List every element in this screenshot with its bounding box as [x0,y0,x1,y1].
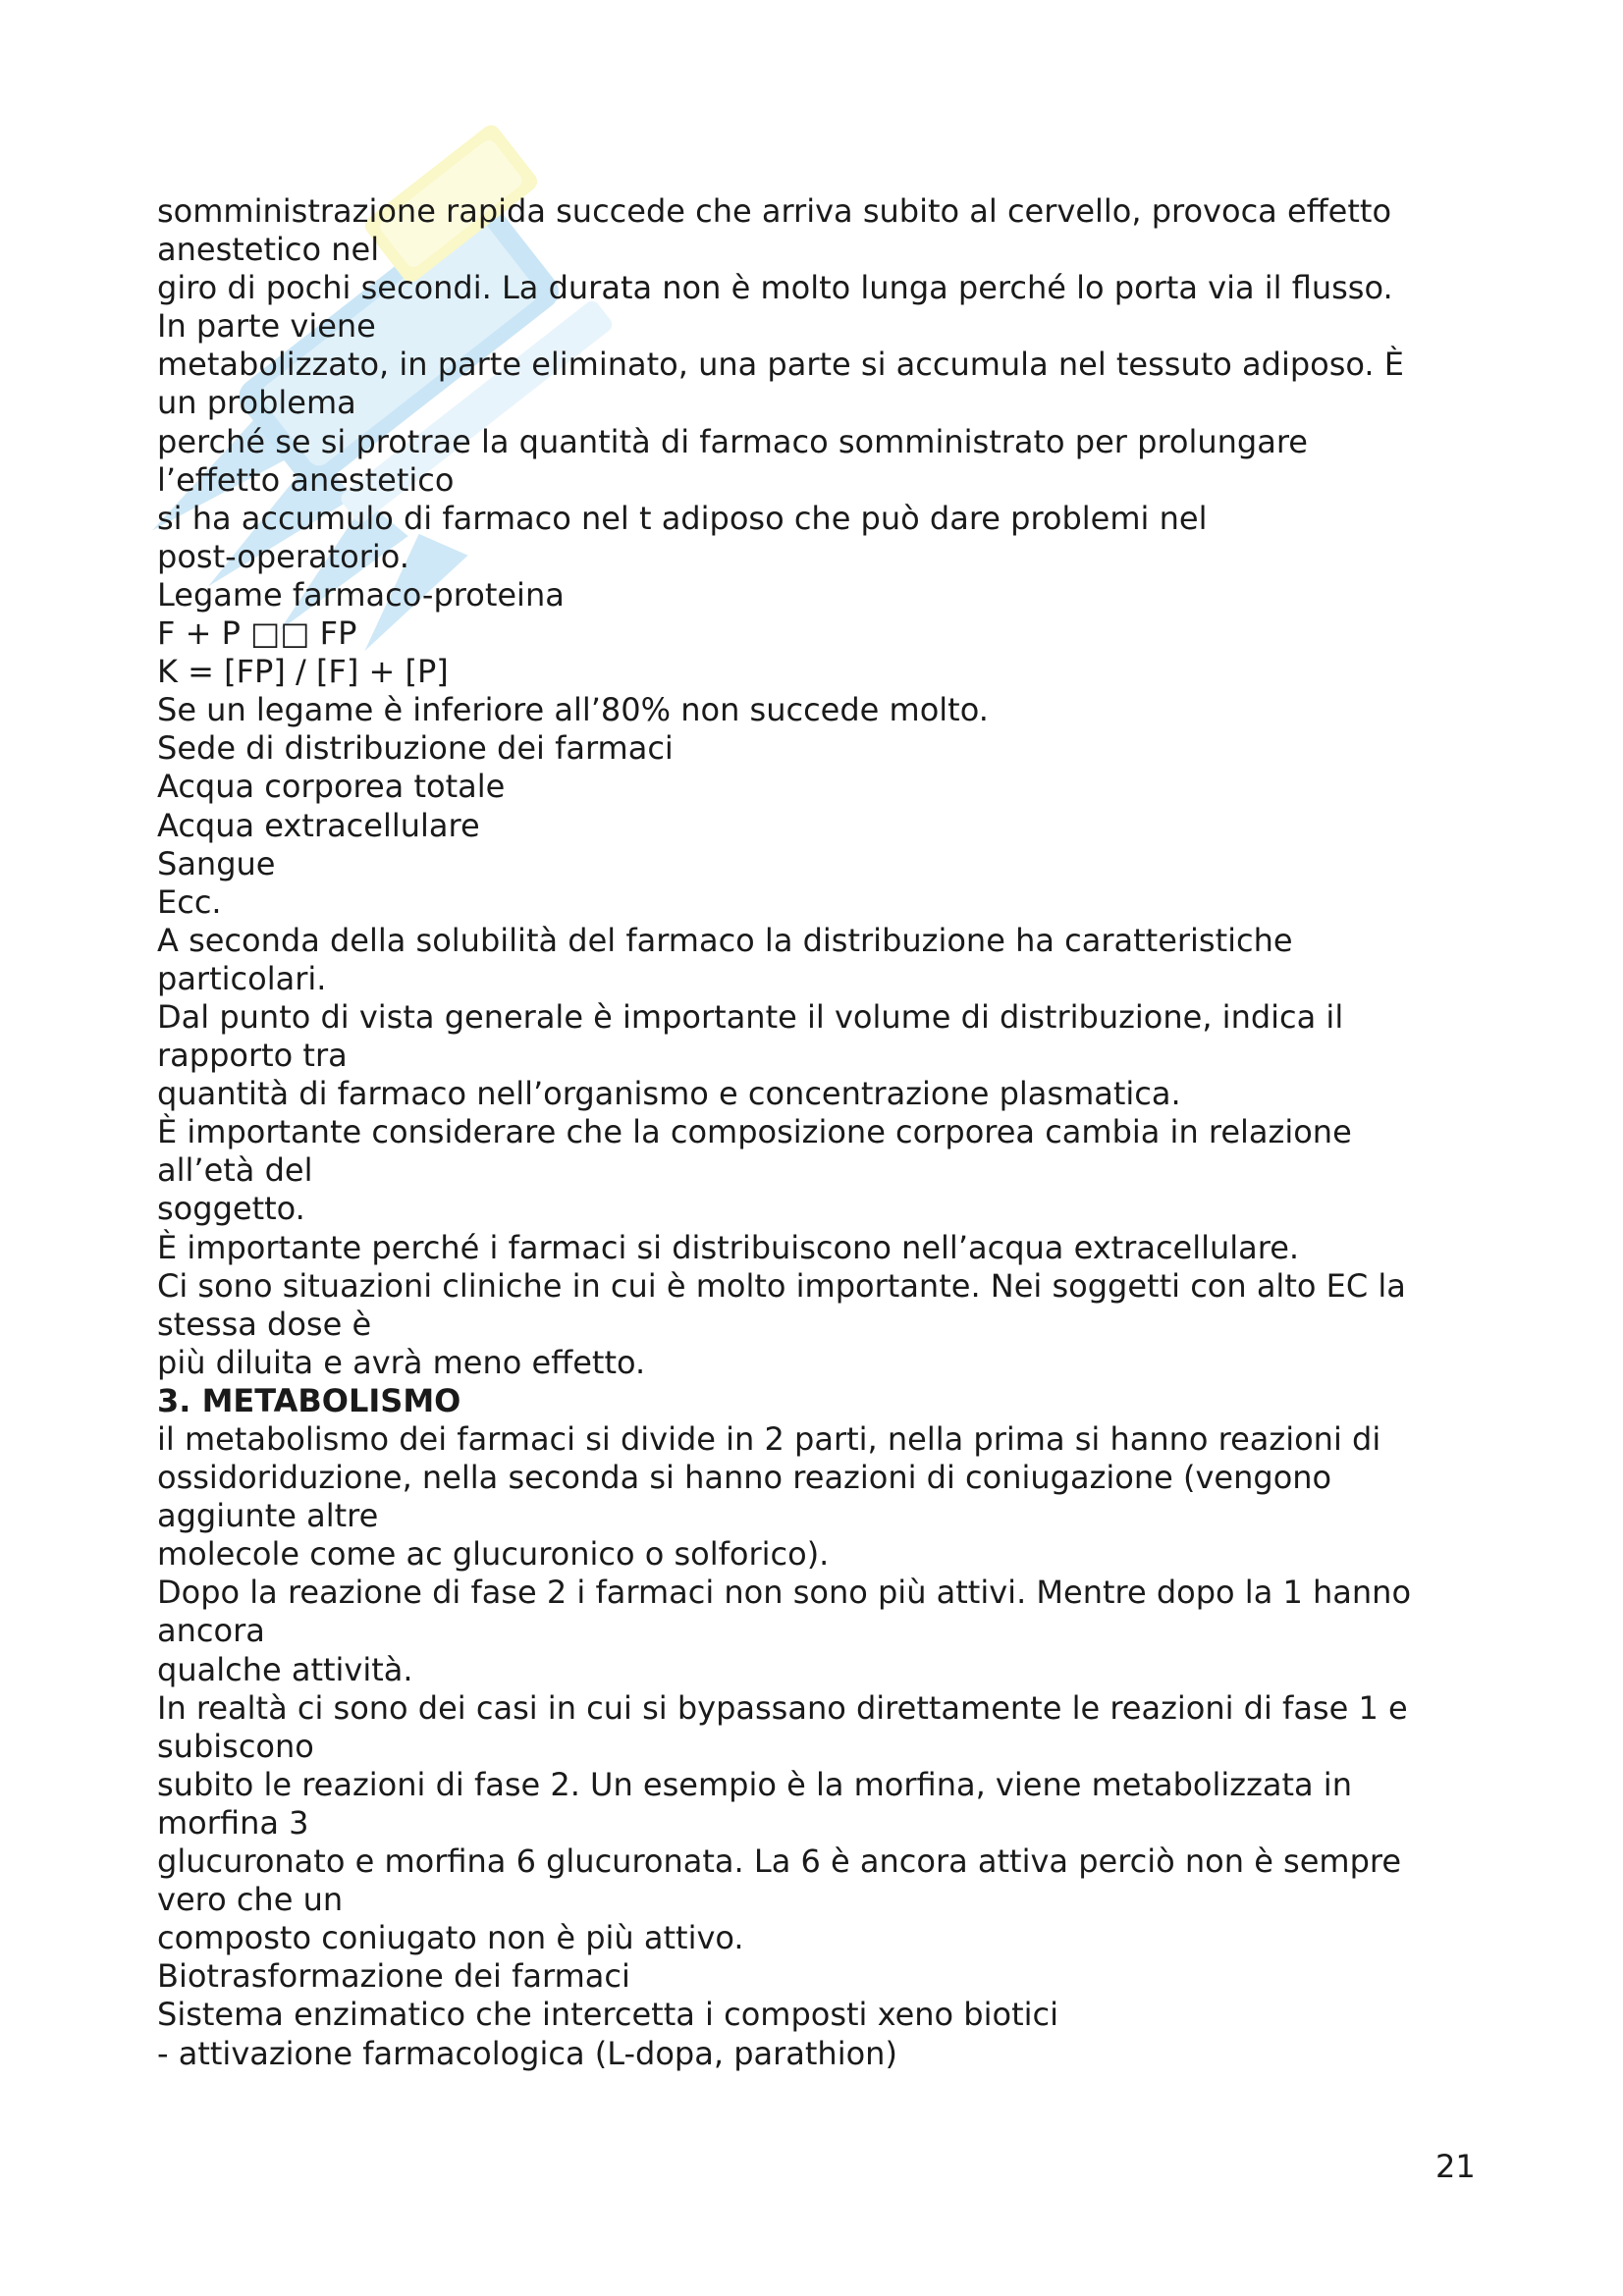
text-line: morfina 3 [157,1803,309,1842]
text-line: Legame farmaco-proteina [157,575,565,614]
text-line: Ci sono situazioni cliniche in cui è molto importante. Nei soggetti con alto EC la [157,1266,1406,1305]
text-line: soggetto. [157,1190,305,1228]
text-line: Sangue [157,844,276,882]
text-line: all’età del [157,1151,313,1190]
text-line: A seconda della solubilità del farmaco la distribuzione ha caratteristiche [157,921,1293,959]
section-heading: 3. METABOLISMO [157,1381,461,1419]
page-number: 21 [1435,2148,1476,2185]
text-line: K = [FP] / [F] + [P] [157,653,449,691]
text-line: molecole come ac glucuronico o solforico). [157,1535,830,1574]
text-line: vero che un [157,1881,344,1919]
page-body [157,192,1492,2073]
text-line: perché se si protrae la quantità di farmaco somministrato per prolungare [157,422,1308,460]
text-line: Se un legame è inferiore all’80% non succede molto. [157,691,989,729]
text-line: post-operatorio. [157,537,409,575]
text-line: ossidoriduzione, nella seconda si hanno reazioni di coniugazione (vengono [157,1459,1332,1497]
text-line: rapporto tra [157,1037,348,1075]
text-line: subito le reazioni di fase 2. Un esempio è la morfina, viene metabolizzata in [157,1765,1352,1803]
text-line: metabolizzato, in parte eliminato, una parte si accumula nel tessuto adiposo. È [157,346,1404,384]
text-line: subiscono [157,1727,314,1765]
text-line: Dopo la reazione di fase 2 i farmaci non sono più attivi. Mentre dopo la 1 hanno [157,1574,1412,1612]
text-line: Sede di distribuzione dei farmaci [157,729,674,768]
text-line: aggiunte altre [157,1497,379,1535]
text-line: somministrazione rapida succede che arriva subito al cervello, provoca effetto [157,192,1392,230]
text-line: l’effetto anestetico [157,460,455,499]
text-line: anestetico nel [157,231,380,269]
text-line: Sistema enzimatico che intercetta i composti xeno biotici [157,1996,1058,2034]
text-line: - attivazione farmacologica (L-dopa, parathion) [157,2034,897,2072]
text-line: Ecc. [157,882,222,921]
text-line: È importante considerare che la composizione corporea cambia in relazione [157,1113,1352,1151]
text-line: giro di pochi secondi. La durata non è molto lunga perché lo porta via il flusso. [157,269,1393,307]
text-line: È importante perché i farmaci si distribuiscono nell’acqua extracellulare. [157,1228,1300,1266]
text-line: Acqua corporea totale [157,768,506,806]
text-line: si ha accumulo di farmaco nel t adiposo che può dare problemi nel [157,499,1208,537]
text-line: un problema [157,384,356,422]
text-line: il metabolismo dei farmaci si divide in 2 parti, nella prima si hanno reazioni di [157,1420,1381,1458]
text-line: stessa dose è [157,1305,372,1343]
text-line: Biotrasformazione dei farmaci [157,1957,630,1996]
text-line: Acqua extracellulare [157,806,480,844]
text-line: F + P □□ FP [157,614,357,653]
text-line: particolari. [157,959,327,997]
text-line: Dal punto di vista generale è importante il volume di distribuzione, indica il [157,997,1344,1036]
text-line: quantità di farmaco nell’organismo e concentrazione plasmatica. [157,1075,1181,1113]
text-line: composto coniugato non è più attivo. [157,1919,744,1957]
text-line: glucuronato e morfina 6 glucuronata. La 6 è ancora attiva perciò non è sempre [157,1842,1402,1881]
text-line: qualche attività. [157,1650,413,1688]
text-line: più diluita e avrà meno effetto. [157,1343,646,1381]
text-line: ancora [157,1612,265,1650]
text-line: In parte viene [157,307,376,346]
text-line: In realtà ci sono dei casi in cui si bypassano direttamente le reazioni di fase 1 e [157,1688,1408,1727]
